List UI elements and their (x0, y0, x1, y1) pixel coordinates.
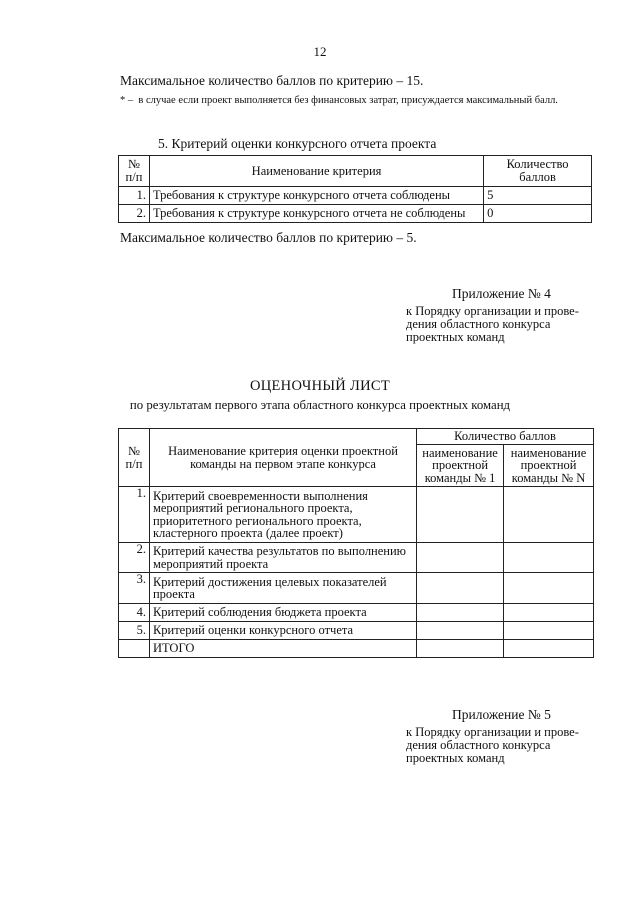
max-score-line-5: Максимальное количество баллов по критерию – 5. (120, 230, 417, 245)
appendix-5-label: Приложение № 5 (452, 707, 551, 722)
row-score-team-1 (417, 543, 504, 573)
table-header-row (119, 156, 592, 187)
criterion-5-table (118, 155, 592, 223)
row-score-team-1 (417, 573, 504, 604)
row-score-team-1 (417, 604, 504, 622)
header-team-1: наименование проектной команды № 1 (417, 445, 504, 487)
footnote (120, 95, 600, 107)
table-row (119, 573, 594, 604)
row-criterion: Критерий качества результатов по выполнению мероприятий проекта (149, 543, 416, 573)
evaluation-sheet-subtitle: по результатам первого этапа областного конкурса проектных команд (129, 398, 511, 412)
appendix-4-label: Приложение № 4 (452, 286, 551, 301)
row-score-team-1 (417, 640, 504, 658)
row-score-team-n (504, 543, 594, 573)
header-score: Количество баллов (484, 156, 592, 187)
header-criterion-name: Наименование критерия (149, 156, 483, 187)
page-number: 12 (313, 44, 327, 59)
table-row (119, 543, 594, 573)
evaluation-sheet-title: ОЦЕНОЧНЫЙ ЛИСТ (249, 378, 391, 394)
row-score-team-n (504, 604, 594, 622)
footnote-text: в случае если проект выполняется без финансовых затрат, присуждается максимальный балл. (138, 95, 558, 106)
row-num: 5. (119, 622, 150, 640)
appendix-4-text: к Порядку организации и прове- дения областного конкурса проектных команд (406, 304, 579, 344)
row-num: 1. (119, 487, 150, 543)
table-row (119, 622, 594, 640)
evaluation-sheet-table (118, 428, 594, 658)
row-criterion: Критерий оценки конкурсного отчета (149, 622, 416, 640)
table-row-total (119, 640, 594, 658)
header-num: № п/п (119, 429, 150, 487)
row-score: 5 (484, 187, 592, 205)
table-row (119, 205, 592, 223)
row-score-team-n (504, 573, 594, 604)
row-num: 1. (119, 187, 150, 205)
row-num: 2. (119, 205, 150, 223)
row-num: 3. (119, 573, 150, 604)
max-score-line-15: Максимальное количество баллов по критерию – 15. (120, 73, 424, 88)
row-score-team-n (504, 622, 594, 640)
row-criterion: Требования к структуре конкурсного отчета соблюдены (149, 187, 483, 205)
row-criterion: Требования к структуре конкурсного отчета не соблюдены (149, 205, 483, 223)
header-num: № п/п (119, 156, 150, 187)
row-score-team-n (504, 640, 594, 658)
section-5-heading: 5. Критерий оценки конкурсного отчета проекта (158, 136, 437, 151)
header-team-n: наименование проектной команды № N (504, 445, 594, 487)
table-row (119, 487, 594, 543)
header-score-group: Количество баллов (417, 429, 594, 445)
row-num (119, 640, 150, 658)
row-criterion: Критерий достижения целевых показателей проекта (149, 573, 416, 604)
row-num: 4. (119, 604, 150, 622)
table-row (119, 187, 592, 205)
row-score-team-1 (417, 622, 504, 640)
header-criterion-name: Наименование критерия оценки проектной команды на первом этапе конкурса (149, 429, 416, 487)
row-total-label: ИТОГО (149, 640, 416, 658)
table-header-row (119, 429, 594, 445)
row-criterion: Критерий соблюдения бюджета проекта (149, 604, 416, 622)
row-score-team-n (504, 487, 594, 543)
row-num: 2. (119, 543, 150, 573)
appendix-5-text: к Порядку организации и прове- дения областного конкурса проектных команд (406, 725, 579, 765)
footnote-marker: * – (120, 95, 134, 106)
row-score: 0 (484, 205, 592, 223)
row-score-team-1 (417, 487, 504, 543)
row-criterion: Критерий своевременности выполнения мероприятий регионального проекта, приоритетного регионального проекта, кластерного проекта (далее проект) (149, 487, 416, 543)
table-row (119, 604, 594, 622)
